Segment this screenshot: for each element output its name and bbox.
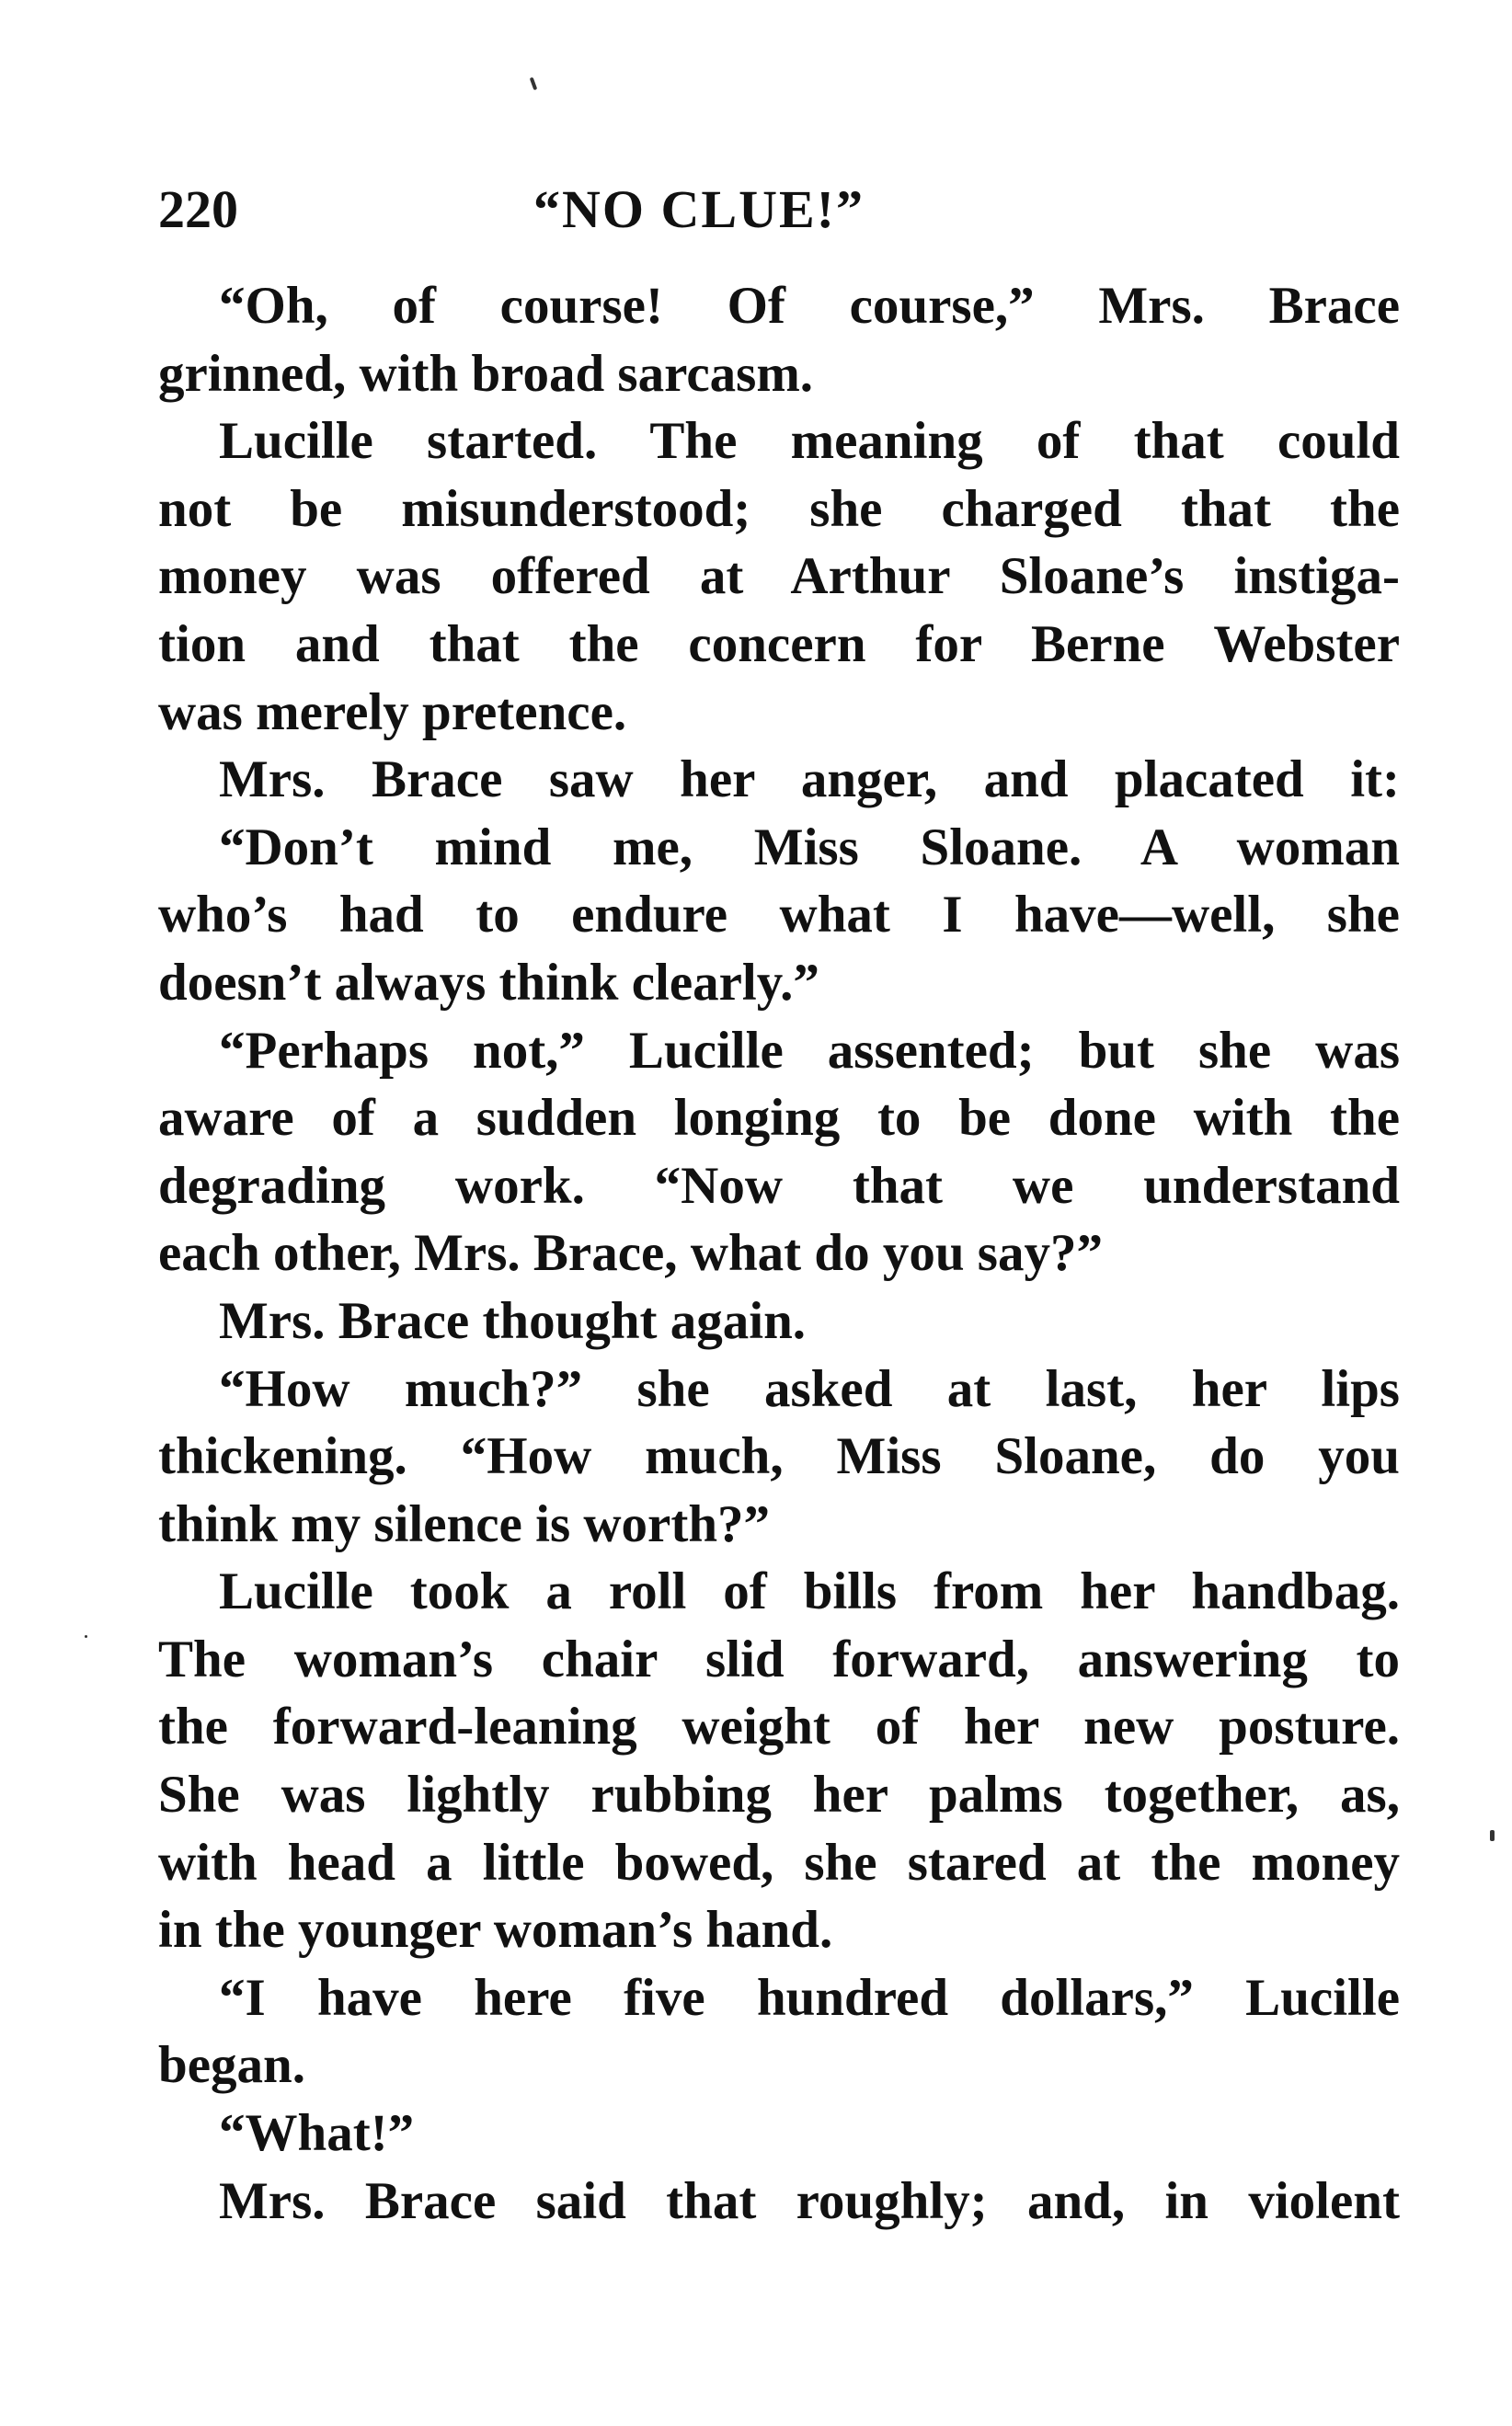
text-line: the forward-leaning weight of her new posture. xyxy=(158,1698,1400,1757)
print-speck xyxy=(1490,1830,1495,1841)
text-line: degrading work. “Now that we understand xyxy=(158,1156,1400,1215)
print-speck xyxy=(530,77,538,91)
text-line: money was offered at Arthur Sloane’s instiga- xyxy=(158,547,1400,606)
running-title: “NO CLUE!” xyxy=(533,179,865,239)
text-line: She was lightly rubbing her palms together, as, xyxy=(158,1766,1400,1825)
page-number: 220 xyxy=(158,179,238,239)
text-line: doesn’t always think clearly.” xyxy=(158,953,819,1012)
text-line: was merely pretence. xyxy=(158,682,627,741)
text-line: in the younger woman’s hand. xyxy=(158,1901,833,1960)
text-line: Mrs. Brace saw her anger, and placated it: xyxy=(219,750,1400,809)
text-line: “Oh, of course! Of course,” Mrs. Brace xyxy=(219,277,1400,335)
text-line: Lucille took a roll of bills from her handbag. xyxy=(219,1562,1400,1621)
text-line: began. xyxy=(158,2036,305,2095)
text-line: “What!” xyxy=(219,2104,415,2163)
text-line: each other, Mrs. Brace, what do you say?” xyxy=(158,1224,1103,1283)
body-text xyxy=(158,272,1400,2235)
text-line: “Perhaps not,” Lucille assented; but she was xyxy=(219,1021,1400,1080)
text-line: Lucille started. The meaning of that could xyxy=(219,412,1400,471)
text-line: tion and that the concern for Berne Webster xyxy=(158,614,1400,673)
text-line: The woman’s chair slid forward, answering to xyxy=(158,1630,1400,1688)
text-line: not be misunderstood; she charged that the xyxy=(158,479,1400,538)
text-line: grinned, with broad sarcasm. xyxy=(158,344,814,403)
text-line: “I have here five hundred dollars,” Lucille xyxy=(219,1968,1400,2027)
text-line: “How much?” she asked at last, her lips xyxy=(219,1359,1400,1418)
text-line: Mrs. Brace said that roughly; and, in violent xyxy=(219,2171,1400,2230)
print-speck xyxy=(85,1635,87,1638)
text-line: Mrs. Brace thought again. xyxy=(219,1291,807,1350)
text-line: think my silence is worth?” xyxy=(158,1494,771,1553)
text-line: thickening. “How much, Miss Sloane, do you xyxy=(158,1427,1400,1486)
text-line: who’s had to endure what I have—well, she xyxy=(158,886,1400,944)
text-line: aware of a sudden longing to be done with the xyxy=(158,1089,1400,1148)
page-header xyxy=(158,173,1409,246)
text-line: with head a little bowed, she stared at the money xyxy=(158,1833,1400,1892)
text-line: “Don’t mind me, Miss Sloane. A woman xyxy=(219,818,1400,876)
